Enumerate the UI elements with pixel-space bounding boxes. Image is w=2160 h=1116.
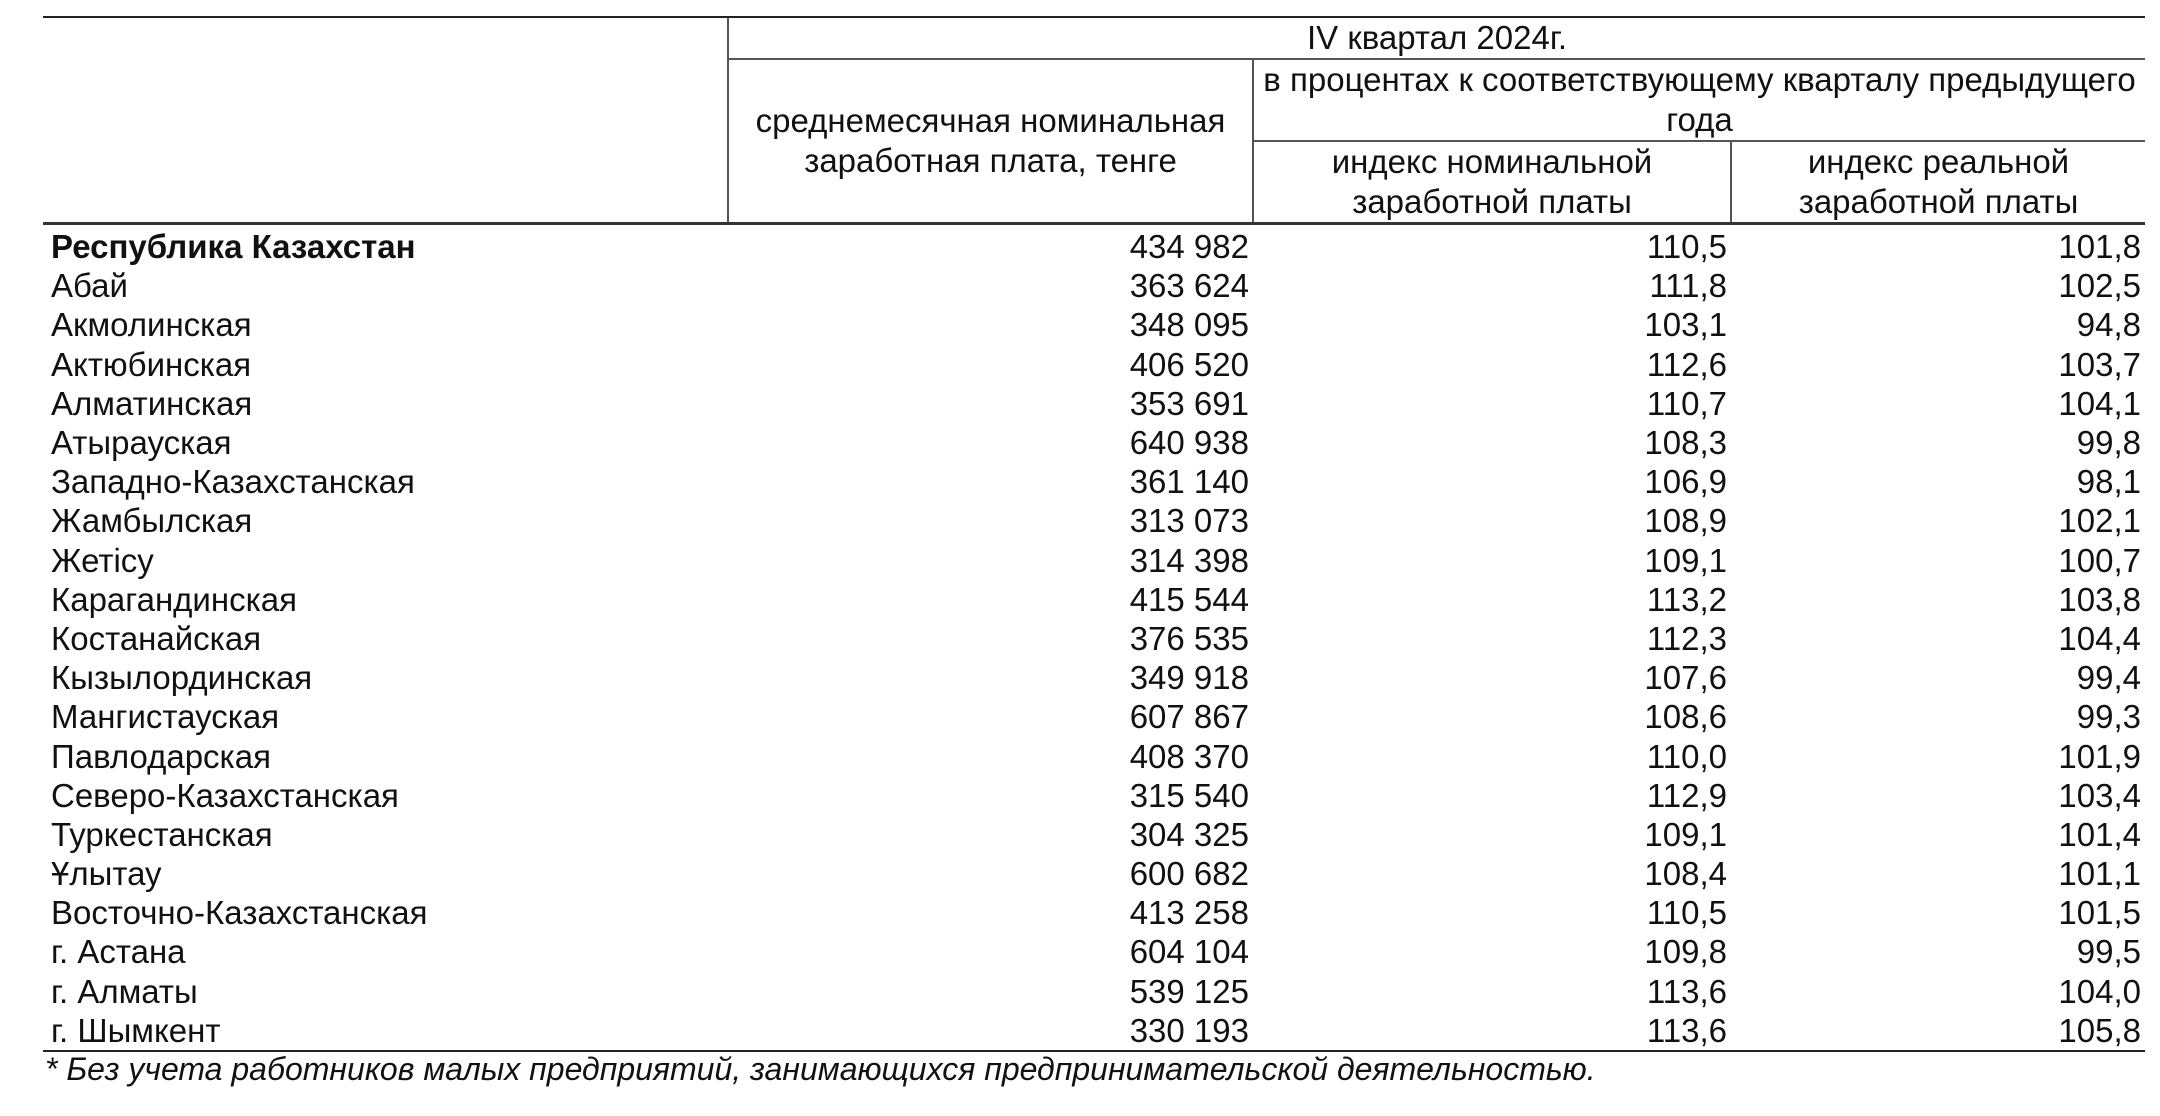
salary-cell: 348 095 (1129, 306, 1249, 344)
table-row (43, 462, 2145, 501)
nominal-index-cell: 108,6 (1644, 698, 1727, 736)
real-index-cell: 99,8 (2076, 424, 2141, 462)
region-column-header (43, 17, 728, 224)
real-index-cell: 101,4 (2058, 815, 2141, 853)
nominal-index-cell: 113,2 (1646, 580, 1727, 618)
salary-cell: 413 258 (1129, 894, 1249, 932)
table-row (43, 384, 2145, 423)
table-row (43, 815, 2145, 854)
real-index-cell: 100,7 (2058, 541, 2141, 579)
nominal-index-cell: 112,3 (1646, 619, 1727, 657)
salary-cell: 539 125 (1129, 972, 1249, 1010)
real-index-cell: 101,5 (2058, 894, 2141, 932)
salary-cell: 363 624 (1129, 267, 1249, 305)
salary-cell: 604 104 (1129, 933, 1249, 971)
table-row (43, 266, 2145, 305)
salary-cell: 349 918 (1129, 659, 1249, 697)
real-index-cell: 104,0 (2058, 972, 2141, 1010)
real-index-cell: 104,4 (2058, 619, 2141, 657)
region-name-cell: Костанайская (51, 619, 262, 657)
real-index-cell: 99,4 (2076, 659, 2141, 697)
table-row (43, 580, 2145, 619)
table-row (43, 501, 2145, 540)
table-row (43, 893, 2145, 932)
table-body (43, 224, 2145, 1051)
nominal-index-cell: 109,8 (1644, 933, 1727, 971)
table-row (43, 541, 2145, 580)
nominal-index-cell: 110,0 (1646, 737, 1727, 775)
salary-cell: 600 682 (1129, 855, 1249, 893)
salary-cell: 415 544 (1129, 580, 1249, 618)
real-index-cell: 99,3 (2076, 698, 2141, 736)
nominal-index-cell: 109,1 (1644, 815, 1727, 853)
region-name-cell: Мангистауская (51, 698, 280, 736)
real-index-cell: 104,1 (2058, 384, 2141, 422)
salary-cell: 607 867 (1129, 698, 1249, 736)
nominal-index-cell: 112,6 (1646, 345, 1727, 383)
real-index-cell: 99,5 (2076, 933, 2141, 971)
salary-cell: 315 540 (1129, 776, 1249, 814)
nominal-index-cell: 113,6 (1646, 972, 1727, 1010)
nominal-index-cell: 108,9 (1644, 502, 1727, 540)
table-row (43, 697, 2145, 736)
table-row (43, 305, 2145, 344)
region-name-cell: Абай (51, 267, 128, 305)
nominal-index-cell: 107,6 (1644, 659, 1727, 697)
table-row (43, 972, 2145, 1011)
table-row (43, 736, 2145, 775)
region-name-cell: г. Алматы (51, 972, 198, 1010)
real-index-cell: 103,7 (2058, 345, 2141, 383)
salary-cell: 361 140 (1129, 463, 1249, 501)
salary-cell: 434 982 (1129, 228, 1249, 266)
salary-cell: 353 691 (1129, 384, 1249, 422)
nominal-index-cell: 103,1 (1644, 306, 1727, 344)
table-header (43, 17, 2145, 224)
region-name-cell: Туркестанская (51, 815, 273, 853)
salary-cell: 330 193 (728, 1011, 1253, 1051)
nominal-index-cell: 110,5 (1646, 894, 1727, 932)
table-row (43, 1011, 2145, 1051)
region-name-cell: Западно-Казахстанская (51, 463, 415, 501)
region-name-cell: Республика Казахстан (51, 228, 416, 266)
percent-group-header: в процентах к соответствующему кварталу предыдущего года (1253, 59, 2145, 141)
table-row (43, 619, 2145, 658)
region-name-cell: Алматинская (51, 384, 253, 422)
region-name-cell: Жамбылская (51, 502, 253, 540)
table-row (43, 658, 2145, 697)
period-header: IV квартал 2024г. (728, 17, 2145, 59)
real-index-cell: 102,5 (2058, 267, 2141, 305)
real-index-cell: 103,4 (2058, 776, 2141, 814)
salary-column-header: среднемесячная номинальная заработная плата, тенге (728, 59, 1253, 224)
region-name-cell: Карагандинская (51, 580, 297, 618)
nominal-index-cell: 113,6 (1253, 1011, 1731, 1051)
nominal-index-cell: 109,1 (1644, 541, 1727, 579)
table-row (43, 345, 2145, 384)
total-row (43, 224, 2145, 267)
salary-cell: 314 398 (1129, 541, 1249, 579)
real-index-cell: 98,1 (2076, 463, 2141, 501)
region-name-cell: Акмолинская (51, 306, 252, 344)
real-index-cell: 101,9 (2058, 737, 2141, 775)
region-name-cell: Актюбинская (51, 345, 252, 383)
nominal-index-cell: 106,9 (1644, 463, 1727, 501)
real-index-column-header: индекс реальной заработной платы (1731, 141, 2145, 224)
nominal-index-cell: 110,7 (1646, 384, 1727, 422)
real-index-cell: 105,8 (1731, 1011, 2145, 1051)
nominal-index-cell: 108,4 (1644, 855, 1727, 893)
footnote: * Без учета работников малых предприятий, занимающихся предпринимательской деятельностью. (45, 1051, 1596, 1087)
real-index-cell: 101,8 (2058, 228, 2141, 266)
region-name-cell: Восточно-Казахстанская (51, 894, 428, 932)
nominal-index-cell: 110,5 (1646, 228, 1727, 266)
region-name-cell: Кызылординская (51, 659, 313, 697)
nominal-index-cell: 112,9 (1646, 776, 1727, 814)
real-index-cell: 102,1 (2058, 502, 2141, 540)
table-row (43, 423, 2145, 462)
region-name-cell: Северо-Казахстанская (51, 776, 399, 814)
real-index-cell: 103,8 (2058, 580, 2141, 618)
salary-cell: 406 520 (1129, 345, 1249, 383)
table-row (43, 932, 2145, 971)
table-row (43, 776, 2145, 815)
nominal-index-cell: 108,3 (1644, 424, 1727, 462)
region-name-cell: Павлодарская (51, 737, 271, 775)
real-index-cell: 101,1 (2058, 855, 2141, 893)
salary-cell: 408 370 (1129, 737, 1249, 775)
region-name-cell: Жетісу (51, 541, 154, 579)
salary-cell: 376 535 (1129, 619, 1249, 657)
salary-table (43, 16, 2145, 1052)
region-name-cell: г. Астана (51, 933, 186, 971)
nominal-index-cell: 111,8 (1649, 267, 1727, 305)
salary-cell: 640 938 (1129, 424, 1249, 462)
region-name-cell: Атырауская (51, 424, 232, 462)
nominal-index-column-header: индекс номинальной заработной платы (1253, 141, 1731, 224)
real-index-cell: 94,8 (2076, 306, 2141, 344)
region-name-cell: г. Шымкент (43, 1011, 728, 1051)
salary-cell: 304 325 (1129, 815, 1249, 853)
salary-cell: 313 073 (1129, 502, 1249, 540)
salary-table-container (43, 16, 2145, 1052)
table-row (43, 854, 2145, 893)
region-name-cell: Ұлытау (51, 855, 162, 893)
